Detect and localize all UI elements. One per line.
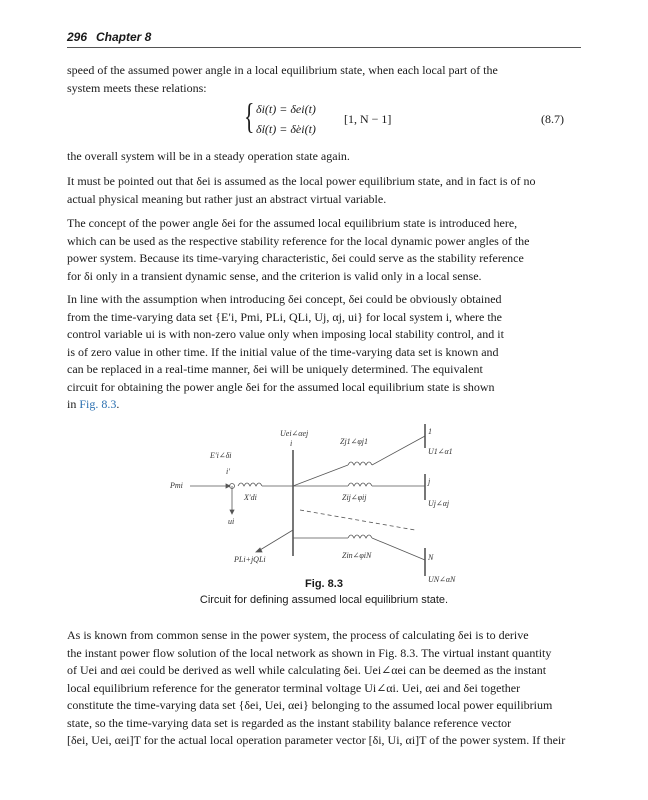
paragraph-1	[67, 62, 564, 97]
page-number: 296	[67, 30, 88, 44]
dashed-line	[300, 510, 415, 530]
text-line: can be replaced in a real-time manner, δei will be uniquely determined. The equivalent	[67, 362, 483, 376]
paragraph-4	[67, 215, 564, 285]
text-line: control variable ui is with non-zero value only when imposing local stability control, and it	[67, 327, 504, 341]
text-line: local equilibrium reference for the generator terminal voltage Ui∠αi. Uei, αei and δei together	[67, 680, 521, 695]
load-line	[260, 530, 293, 550]
text-line: constitute the time-varying data set {δei, Uei, αei} belonging to the assumed local power equilibrium	[67, 698, 553, 712]
text-line: from the time-varying data set {E′i, Pmi, PLi, QLi, Uj, αj, ui} for local system i, where the	[67, 309, 503, 324]
paragraph-3	[67, 173, 564, 208]
equation-8-7	[244, 96, 574, 140]
running-header	[67, 29, 581, 48]
label-zin: Zin∠φiN	[342, 551, 372, 560]
label-uei: Uei∠αej	[280, 429, 309, 438]
label-pmi: Pmi	[170, 481, 183, 490]
chapter-title: Chapter 8	[96, 30, 152, 44]
arrow-down-icon	[230, 510, 234, 514]
branch-n-coil	[348, 535, 372, 538]
label-load: PLi+jQLi	[234, 555, 266, 564]
branch-1-wire	[293, 465, 348, 486]
paragraph-2	[67, 148, 564, 166]
text-line: power system. Because its time-varying characteristic, δei could serve as the stability reference	[67, 251, 524, 265]
branch-1-coil	[348, 462, 372, 465]
text-line: circuit for obtaining the power angle δei for the assumed local equilibrium state is shown	[67, 379, 495, 394]
text-line: actual physical meaning but rather just an abstract virtual variable.	[67, 191, 387, 206]
label-xdi: X′di	[244, 493, 257, 502]
text-line: The concept of the power angle δei for the assumed local equilibrium state is introduced here,	[67, 216, 518, 230]
figure-caption: Circuit for defining assumed local equilibrium state.	[199, 594, 449, 606]
branch-n-wire	[372, 538, 425, 560]
label-zj1: Zj1∠φj1	[340, 437, 369, 446]
paragraph-6	[67, 627, 564, 750]
label-uj: Uj∠αj	[428, 499, 450, 508]
text-line: speed of the assumed power angle in a local equilibrium state, when each local part of the	[67, 63, 498, 77]
label-ei: E′i∠δi	[210, 451, 232, 460]
equation-line-2: δ̇i(t) = δ̇ei(t)	[256, 122, 316, 136]
text-line: for δi only in a transient dynamic sense, and the criterion is valid only in a local sense.	[67, 268, 482, 283]
circuit-figure	[160, 420, 460, 590]
text-span: .	[116, 397, 120, 411]
equation-number: (8.7)	[541, 112, 564, 126]
equation-brace: {	[244, 96, 255, 136]
text-line: It must be pointed out that δei is assumed as the local power equilibrium state, and in fact is of no	[67, 174, 536, 188]
text-line: As is known from common sense in the power system, the process of calculating δei is to derive	[67, 628, 529, 642]
text-line: [δei, Uei, αei]T for the actual local operation parameter vector [δi, Ui, αi]T of the power system. If their	[67, 733, 566, 747]
text-span: in	[67, 397, 80, 411]
text-line: system meets these relations:	[67, 80, 207, 95]
text-line: which can be used as the respective stability reference for the local dynamic power angles of the	[67, 233, 530, 248]
label-u1: U1∠α1	[428, 447, 453, 456]
label-bus-n: N	[428, 553, 434, 562]
text-line: the overall system will be in a steady operation state again.	[67, 149, 350, 163]
text-line: of Uei and αei could be derived as well while calculating δei. Uei∠αei can be deemed as the instant	[67, 663, 547, 677]
text-line: is of zero value in other time. If the initial value of the time-varying data set is known and	[67, 344, 499, 359]
figure-title: Fig. 8.3	[305, 578, 343, 590]
label-i-node: i	[290, 439, 293, 448]
equation-range: [1, N − 1]	[344, 112, 392, 126]
text-line: the instant power flow solution of the local network as shown in Fig. 8.3. The virtual instant quantity	[67, 645, 552, 660]
figure-link[interactable]: Fig. 8.3	[79, 397, 117, 411]
label-ui: ui	[228, 517, 235, 526]
label-zij: Zij∠φij	[342, 493, 367, 502]
label-un: UN∠αN	[428, 575, 456, 584]
circuit-diagram	[160, 420, 460, 590]
label-i-prime: i′	[226, 467, 230, 476]
paragraph-5	[67, 291, 564, 414]
text-line: In line with the assumption when introducing δei concept, δei could be obviously obtained	[67, 292, 502, 306]
label-bus-1: 1	[428, 427, 432, 436]
text-line: state, so the time-varying data set is regarded as the instant stability balance reference vector	[67, 715, 512, 730]
text-line	[67, 396, 564, 414]
label-bus-j: j	[428, 477, 431, 486]
branch-1-wire	[372, 436, 425, 465]
branch-j-coil	[348, 483, 372, 486]
equation-line-1: δi(t) = δei(t)	[256, 102, 316, 116]
load-arrow-icon	[256, 548, 262, 552]
reactance-coil	[238, 483, 262, 486]
